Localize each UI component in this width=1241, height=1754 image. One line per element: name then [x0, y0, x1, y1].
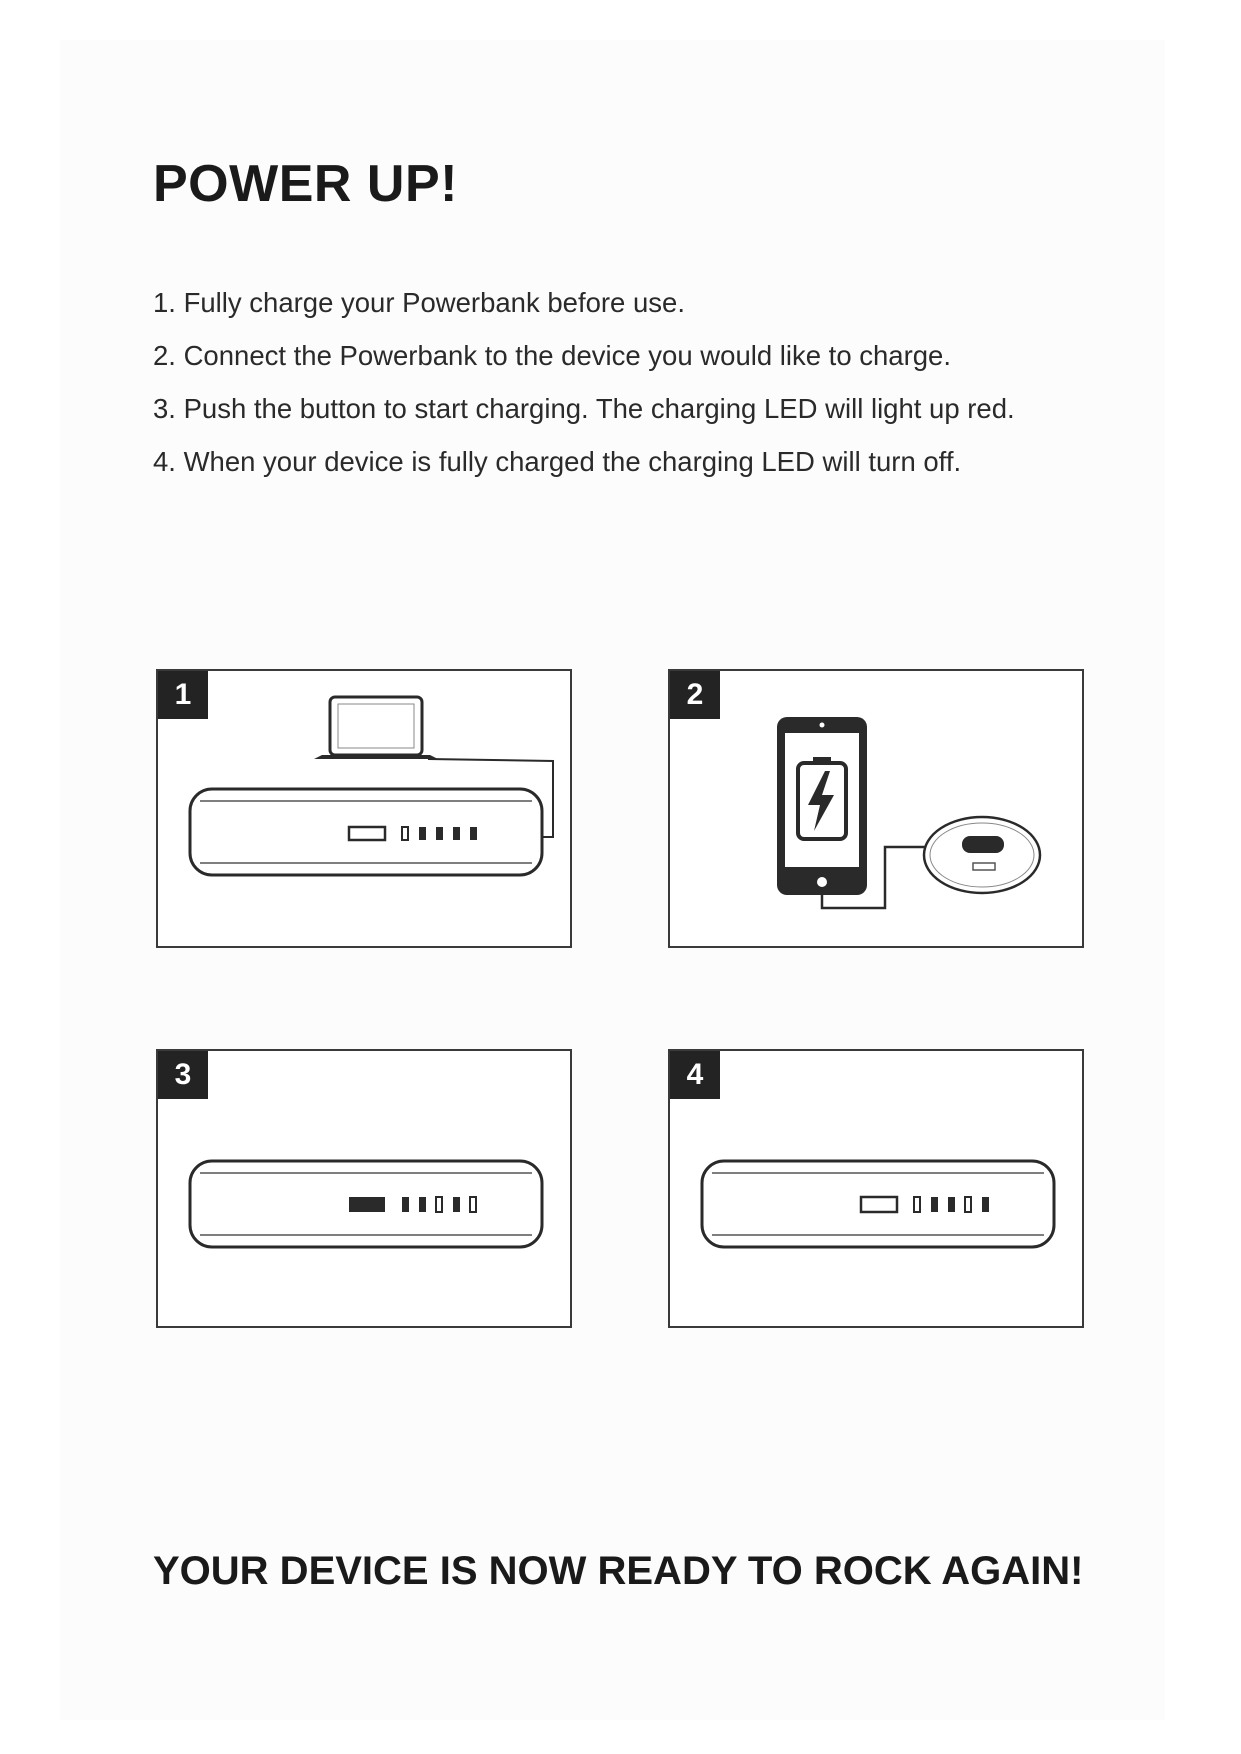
powerbank-charging-illustration [158, 1051, 569, 1325]
instruction-step-3: 3. Push the button to start charging. The charging LED will light up red. [153, 393, 1015, 424]
laptop-base-icon [314, 755, 438, 759]
phone-charging-illustration [670, 671, 1081, 945]
instruction-step-4: 4. When your device is fully charged the charging LED will turn off. [153, 446, 962, 477]
instruction-step-1: 1. Fully charge your Powerbank before use. [153, 287, 685, 318]
instruction-step-2: 2. Connect the Powerbank to the device you would like to charge. [153, 340, 951, 371]
powerbank-charged-illustration [670, 1051, 1081, 1325]
illustration-panel-3 [156, 1049, 572, 1328]
instruction-list [153, 282, 1015, 494]
closing-headline: YOUR DEVICE IS NOW READY TO ROCK AGAIN! [153, 1549, 1084, 1593]
laptop-screen-icon [330, 697, 422, 755]
powerbank-laptop-illustration [158, 671, 569, 945]
illustration-panel-2 [668, 669, 1084, 948]
illustration-panel-1 [156, 669, 572, 948]
panel-number-badge: 3 [158, 1051, 208, 1099]
illustration-panel-4 [668, 1049, 1084, 1328]
panel-number-badge: 2 [670, 671, 720, 719]
page-title: POWER UP! [153, 155, 458, 213]
panel-number-badge: 1 [158, 671, 208, 719]
panel-number-badge: 4 [670, 1051, 720, 1099]
mini-powerbank-icon [924, 817, 1040, 893]
